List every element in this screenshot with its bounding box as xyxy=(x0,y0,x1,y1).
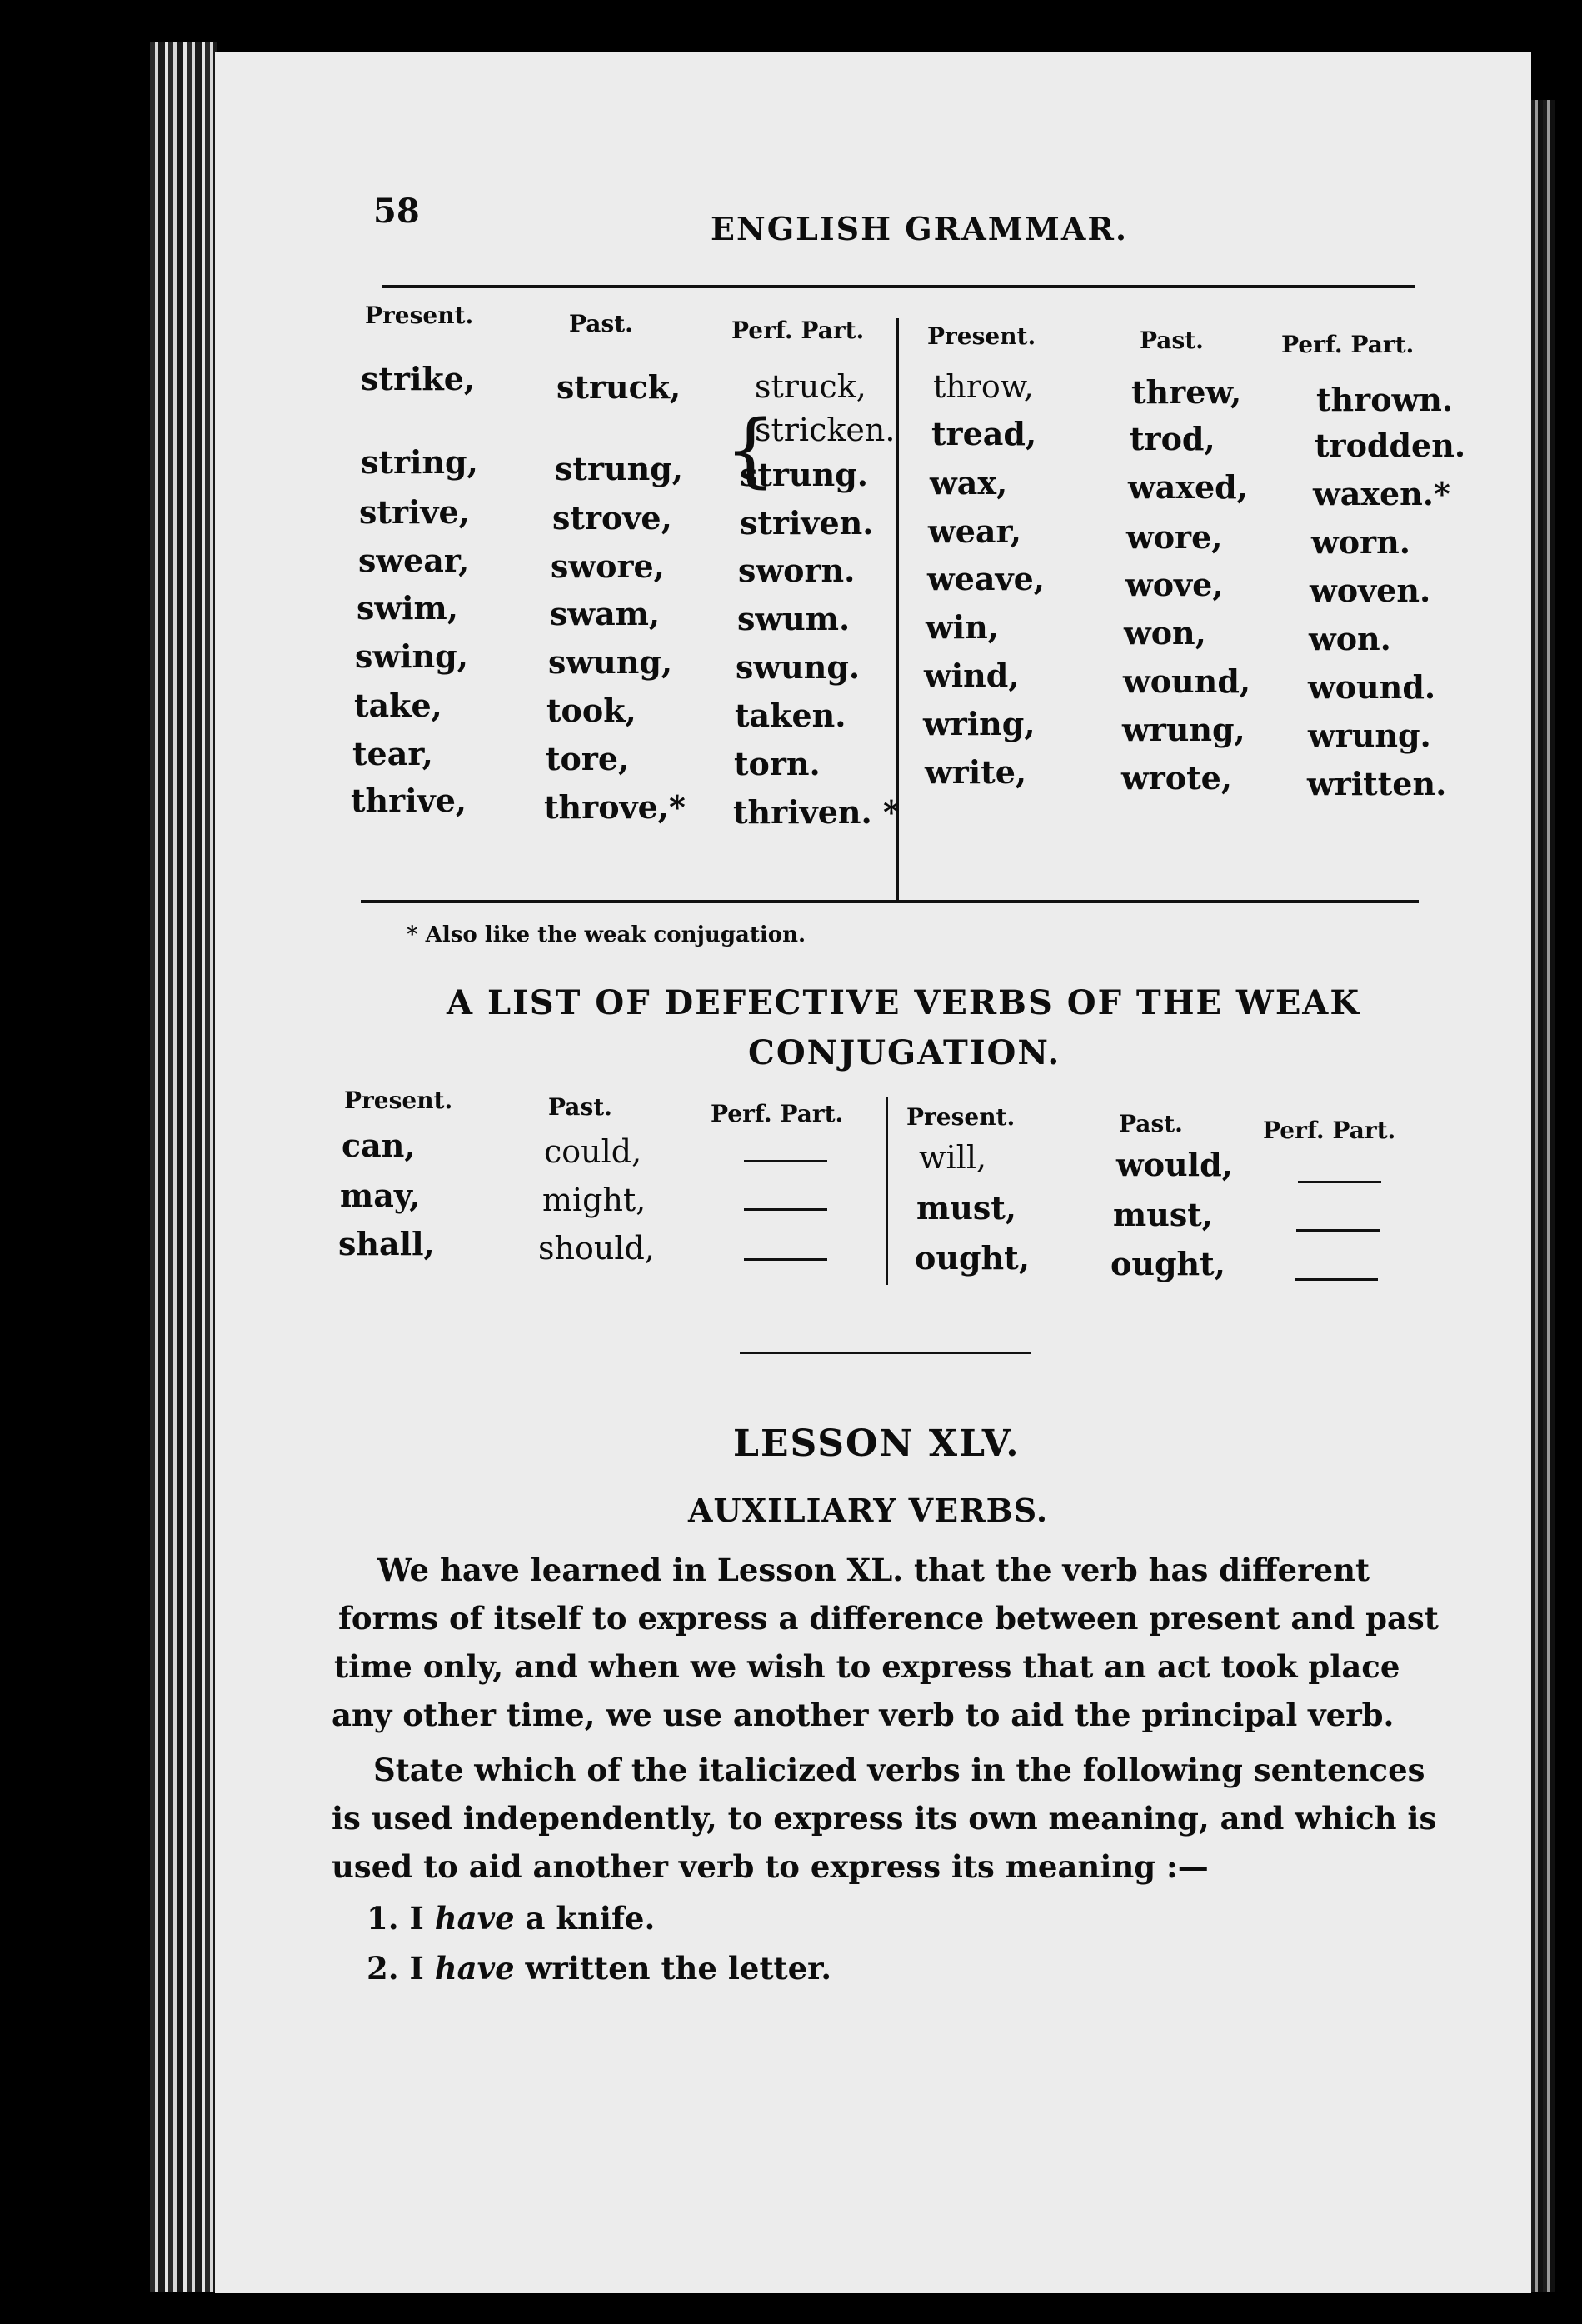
table-cell: throw, xyxy=(933,368,1034,405)
empty-dash xyxy=(1296,1229,1380,1232)
paragraph-line: is used independently, to express its own meaning, and which is xyxy=(332,1800,1437,1837)
table-cell: swear, xyxy=(358,542,470,579)
table-cell: write, xyxy=(925,753,1027,791)
table-cell: took, xyxy=(546,692,636,729)
col-header: Past. xyxy=(1119,1110,1183,1137)
table-cell: throve,* xyxy=(544,788,686,826)
table-cell: trodden. xyxy=(1315,427,1466,464)
table-cell: won, xyxy=(1124,614,1206,652)
table-cell: must, xyxy=(1113,1196,1214,1233)
table-cell: stricken. xyxy=(755,412,896,448)
book-gutter xyxy=(150,42,217,2292)
table-cell: tear, xyxy=(352,735,433,772)
table-cell: wrung, xyxy=(1122,711,1245,748)
table-cell: striven. xyxy=(740,504,874,542)
col-header: Perf. Part. xyxy=(1281,331,1415,358)
table-cell: waxed, xyxy=(1128,468,1248,506)
table-cell: threw, xyxy=(1131,373,1242,411)
table-cell: woven. xyxy=(1310,572,1431,609)
table-cell: written. xyxy=(1307,765,1447,802)
table-cell: would, xyxy=(1116,1146,1233,1183)
example-sentence: 1. I have a knife. xyxy=(367,1900,656,1937)
table-cell: taken. xyxy=(735,697,846,734)
page-number: 58 xyxy=(373,192,420,231)
table-cell: won. xyxy=(1309,620,1391,657)
col-header: Perf. Part. xyxy=(711,1100,844,1127)
table-cell: swum. xyxy=(737,600,851,637)
col-header: Past. xyxy=(569,310,633,337)
table-cell: waxen.* xyxy=(1313,475,1450,512)
brace-icon: { xyxy=(725,403,776,497)
example-sentence: 2. I have written the letter. xyxy=(367,1950,832,1987)
table-cell: can, xyxy=(342,1127,416,1164)
table-cell: swung, xyxy=(548,643,673,681)
table-cell: string, xyxy=(361,443,478,481)
table-cell: ought, xyxy=(915,1239,1030,1277)
col-header: Perf. Part. xyxy=(1263,1117,1396,1144)
table-cell: shall, xyxy=(338,1225,435,1262)
col-header: Past. xyxy=(1140,327,1204,354)
section-title-cont: CONJUGATION. xyxy=(748,1033,1061,1072)
table-cell: wound, xyxy=(1123,662,1251,700)
page-edge xyxy=(1531,100,1555,2292)
col-header: Present. xyxy=(365,302,474,329)
table-divider xyxy=(886,1097,888,1285)
table-cell: may, xyxy=(340,1177,421,1214)
table-cell: thrive, xyxy=(351,782,467,819)
table-cell: struck, xyxy=(755,368,866,405)
table-cell: tore, xyxy=(546,740,630,777)
section-title: A LIST OF DEFECTIVE VERBS OF THE WEAK xyxy=(447,983,1361,1022)
table-cell: swore, xyxy=(551,547,665,585)
table-cell: wind, xyxy=(924,657,1020,694)
table-cell: thrown. xyxy=(1316,381,1454,418)
table-cell: strung, xyxy=(555,450,684,487)
paragraph-line: State which of the italicized verbs in the following sentences xyxy=(373,1752,1425,1788)
table-cell: wore, xyxy=(1126,518,1223,556)
paragraph-line: We have learned in Lesson XL. that the verb has different xyxy=(377,1552,1370,1588)
table-cell: wove, xyxy=(1125,566,1224,603)
table-cell: strike, xyxy=(361,360,476,397)
table-cell: take, xyxy=(354,687,442,724)
table-cell: strove, xyxy=(552,499,672,537)
paragraph-line: used to aid another verb to express its meaning :— xyxy=(332,1848,1209,1885)
footnote: * Also like the weak conjugation. xyxy=(407,922,806,947)
table-cell: will, xyxy=(919,1139,987,1176)
empty-dash xyxy=(1295,1278,1378,1281)
table-cell: sworn. xyxy=(738,552,856,589)
table-cell: should, xyxy=(538,1230,655,1267)
paragraph-line: time only, and when we wish to express that an act took place xyxy=(334,1648,1400,1685)
table-cell: tread, xyxy=(931,415,1037,452)
table-cell: wrote, xyxy=(1121,759,1233,797)
empty-dash xyxy=(744,1160,827,1162)
table-cell: swim, xyxy=(357,589,458,627)
table-cell: worn. xyxy=(1311,523,1410,561)
header-rule xyxy=(382,285,1415,288)
table-cell: might, xyxy=(542,1182,646,1218)
table-cell: wax, xyxy=(930,464,1008,502)
lesson-heading: AUXILIARY VERBS. xyxy=(688,1492,1049,1529)
paragraph-line: forms of itself to express a difference between present and past xyxy=(338,1600,1439,1637)
book-page xyxy=(215,52,1531,2293)
col-header: Present. xyxy=(927,322,1036,350)
table-cell: ought, xyxy=(1110,1245,1225,1282)
table-cell: must, xyxy=(916,1189,1017,1227)
col-header: Present. xyxy=(906,1103,1016,1131)
col-header: Perf. Part. xyxy=(731,317,865,344)
table-cell: trod, xyxy=(1130,420,1215,457)
col-header: Present. xyxy=(344,1087,453,1114)
table-cell: wring, xyxy=(923,705,1036,742)
table-cell: struck, xyxy=(556,368,681,406)
table-cell: torn. xyxy=(734,745,821,782)
table-cell: win, xyxy=(926,608,1000,646)
section-divider xyxy=(740,1352,1031,1354)
empty-dash xyxy=(744,1258,827,1261)
table-bottom-rule xyxy=(361,900,1419,903)
table-cell: weave, xyxy=(927,560,1045,597)
empty-dash xyxy=(1298,1181,1381,1183)
table-cell: wrung. xyxy=(1308,717,1431,754)
running-title: ENGLISH GRAMMAR. xyxy=(711,210,1129,247)
paragraph-line: any other time, we use another verb to aid the principal verb. xyxy=(332,1697,1395,1733)
table-cell: thriven. * xyxy=(733,793,900,831)
table-cell: swung. xyxy=(736,648,861,686)
table-cell: strung. xyxy=(740,456,869,493)
table-cell: wear, xyxy=(928,512,1021,550)
lesson-number: LESSON XLV. xyxy=(733,1422,1021,1465)
table-cell: strive, xyxy=(359,493,470,531)
table-cell: swing, xyxy=(355,637,468,675)
table-cell: wound. xyxy=(1308,668,1436,706)
table-cell: swam, xyxy=(550,595,661,632)
empty-dash xyxy=(744,1208,827,1211)
table-cell: could, xyxy=(544,1133,642,1170)
col-header: Past. xyxy=(548,1093,612,1121)
